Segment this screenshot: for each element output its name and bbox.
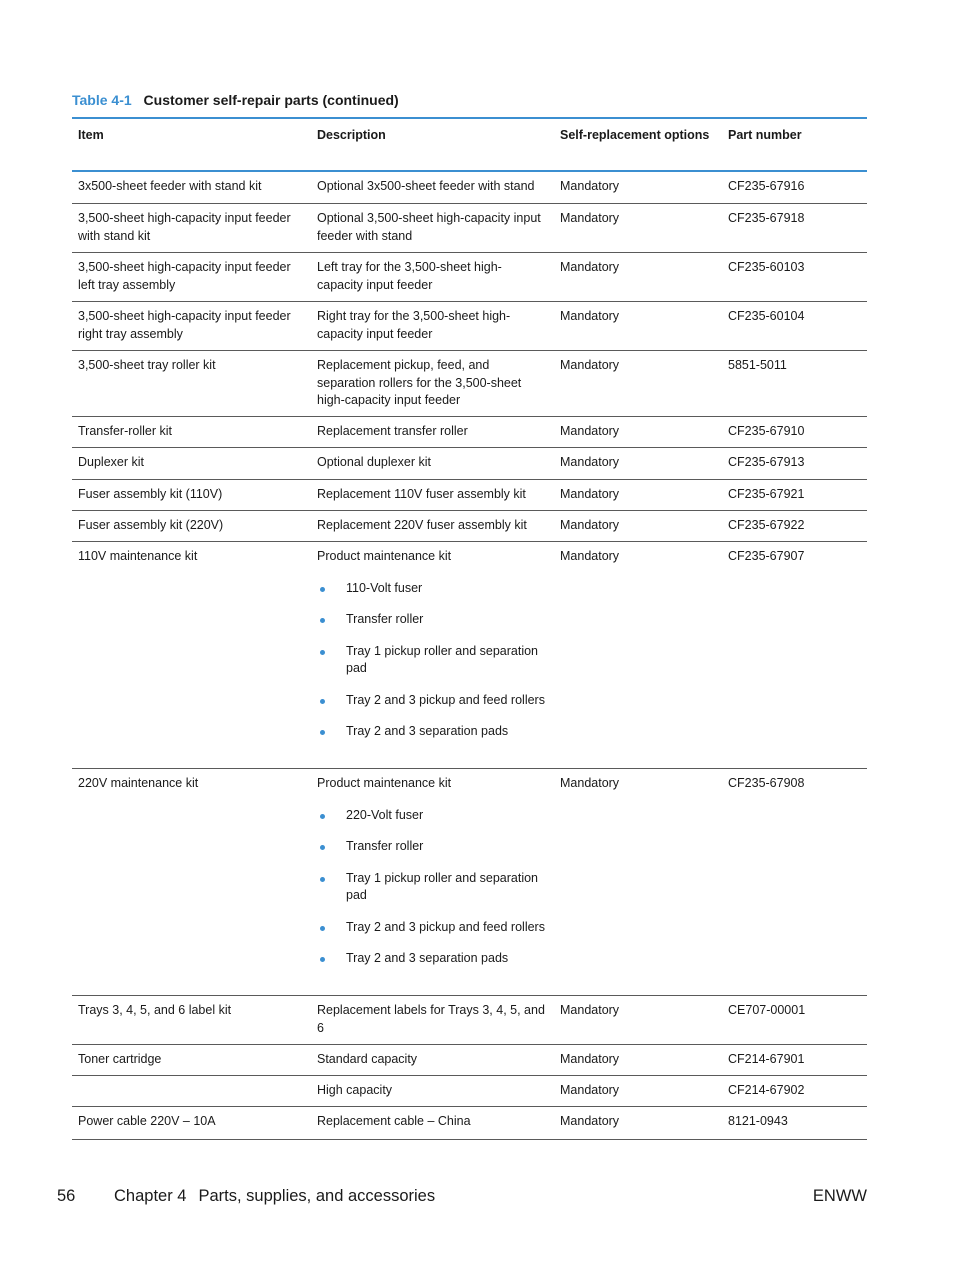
cell-item: Power cable 220V – 10A bbox=[78, 1114, 216, 1128]
cell-part-number: CE707-00001 bbox=[728, 1003, 806, 1017]
header-description: Description bbox=[317, 128, 386, 142]
cell-option: Mandatory bbox=[560, 309, 620, 323]
cell-part-number: CF235-60103 bbox=[728, 260, 805, 274]
table-row bbox=[72, 1107, 867, 1140]
cell-option: Mandatory bbox=[560, 776, 620, 790]
cell-item: Fuser assembly kit (110V) bbox=[78, 487, 223, 501]
cell-option: Mandatory bbox=[560, 424, 620, 438]
cell-option: Mandatory bbox=[560, 260, 620, 274]
cell-description bbox=[311, 996, 554, 1044]
table-row bbox=[72, 351, 867, 417]
table-row bbox=[72, 769, 867, 996]
cell-description bbox=[311, 769, 554, 995]
table-header bbox=[72, 119, 867, 172]
table-row bbox=[72, 996, 867, 1045]
bullet-item: Tray 2 and 3 pickup and feed rollers bbox=[317, 919, 546, 937]
cell-item bbox=[72, 1076, 311, 1106]
bullet-item: 220-Volt fuser bbox=[317, 807, 546, 825]
description-text: Optional 3x500-sheet feeder with stand bbox=[317, 179, 535, 193]
cell-item: Toner cartridge bbox=[78, 1052, 162, 1066]
cell-item: 110V maintenance kit bbox=[78, 549, 198, 563]
cell-description bbox=[311, 172, 554, 203]
cell-description bbox=[311, 448, 554, 479]
description-text: Optional duplexer kit bbox=[317, 455, 431, 469]
cell-item: 3,500-sheet high-capacity input feeder right tray assembly bbox=[78, 309, 291, 341]
cell-part-number: CF235-67910 bbox=[728, 424, 805, 438]
cell-description bbox=[311, 480, 554, 510]
cell-option: Mandatory bbox=[560, 518, 620, 532]
cell-description bbox=[311, 302, 554, 350]
cell-part-number: CF235-67908 bbox=[728, 776, 805, 790]
page-number: 56 bbox=[57, 1187, 76, 1205]
chapter-title: Parts, supplies, and accessories bbox=[198, 1187, 436, 1205]
description-text: Replacement transfer roller bbox=[317, 424, 468, 438]
table-row bbox=[72, 511, 867, 542]
description-text: Right tray for the 3,500-sheet high-capacity input feeder bbox=[317, 309, 511, 341]
description-text: Left tray for the 3,500-sheet high-capacity input feeder bbox=[317, 260, 502, 292]
cell-option: Mandatory bbox=[560, 1083, 620, 1097]
cell-description bbox=[311, 1045, 554, 1075]
header-options: Self-replacement options bbox=[560, 128, 710, 142]
cell-part-number: CF235-67913 bbox=[728, 455, 805, 469]
table-body bbox=[72, 172, 867, 1140]
cell-part-number: CF235-67907 bbox=[728, 549, 805, 563]
cell-item: 220V maintenance kit bbox=[78, 776, 199, 790]
cell-part-number: CF214-67902 bbox=[728, 1083, 805, 1097]
cell-description bbox=[311, 253, 554, 301]
cell-part-number: CF214-67901 bbox=[728, 1052, 805, 1066]
description-bullet-list bbox=[317, 580, 546, 741]
cell-part-number: CF235-67916 bbox=[728, 179, 805, 193]
cell-description bbox=[311, 417, 554, 447]
table-row bbox=[72, 302, 867, 351]
cell-item: Duplexer kit bbox=[78, 455, 144, 469]
bullet-item: Tray 2 and 3 pickup and feed rollers bbox=[317, 692, 546, 710]
cell-item: Trays 3, 4, 5, and 6 label kit bbox=[78, 1003, 232, 1017]
bullet-item: Transfer roller bbox=[317, 838, 546, 856]
chapter-heading bbox=[114, 1187, 435, 1206]
cell-item: 3,500-sheet high-capacity input feeder left tray assembly bbox=[78, 260, 291, 292]
table-caption bbox=[72, 92, 399, 108]
cell-option: Mandatory bbox=[560, 211, 620, 225]
table-row bbox=[72, 480, 867, 511]
description-text: Replacement cable – China bbox=[317, 1114, 471, 1128]
bullet-item: Tray 2 and 3 separation pads bbox=[317, 950, 546, 968]
table-row bbox=[72, 204, 867, 253]
cell-description bbox=[311, 204, 554, 252]
cell-option: Mandatory bbox=[560, 1114, 620, 1128]
cell-description bbox=[311, 1076, 554, 1106]
cell-option: Mandatory bbox=[560, 1003, 620, 1017]
cell-part-number: CF235-67918 bbox=[728, 211, 805, 225]
cell-description bbox=[311, 1107, 554, 1139]
table-row bbox=[72, 448, 867, 480]
bullet-item: Tray 2 and 3 separation pads bbox=[317, 723, 546, 741]
cell-item: Transfer-roller kit bbox=[78, 424, 172, 438]
description-text: Standard capacity bbox=[317, 1052, 418, 1066]
description-text: Optional 3,500-sheet high-capacity input feeder with stand bbox=[317, 211, 541, 243]
description-text: Product maintenance kit bbox=[317, 776, 452, 790]
table-row bbox=[72, 1076, 867, 1107]
description-text: High capacity bbox=[317, 1083, 393, 1097]
bullet-item: Tray 1 pickup roller and separation pad bbox=[317, 643, 546, 678]
description-text: Replacement labels for Trays 3, 4, 5, and 6 bbox=[317, 1003, 545, 1035]
table-row bbox=[72, 417, 867, 448]
footer-right-text: ENWW bbox=[812, 1187, 867, 1205]
cell-part-number: CF235-67922 bbox=[728, 518, 805, 532]
cell-option: Mandatory bbox=[560, 179, 620, 193]
table-row bbox=[72, 172, 867, 204]
bullet-item: Transfer roller bbox=[317, 611, 546, 629]
cell-item: 3,500-sheet tray roller kit bbox=[78, 358, 216, 372]
table-number: Table 4-1 bbox=[72, 92, 132, 108]
cell-description bbox=[311, 542, 554, 768]
cell-option: Mandatory bbox=[560, 455, 620, 469]
description-text: Product maintenance kit bbox=[317, 549, 452, 563]
description-text: Replacement 220V fuser assembly kit bbox=[317, 518, 527, 532]
bullet-item: 110-Volt fuser bbox=[317, 580, 546, 598]
cell-description bbox=[311, 511, 554, 541]
cell-part-number: CF235-67921 bbox=[728, 487, 805, 501]
cell-option: Mandatory bbox=[560, 358, 620, 372]
header-item: Item bbox=[78, 128, 104, 142]
table-row bbox=[72, 542, 867, 769]
cell-item: 3x500-sheet feeder with stand kit bbox=[78, 179, 262, 193]
chapter-label: Chapter 4 bbox=[114, 1187, 187, 1205]
description-text: Replacement 110V fuser assembly kit bbox=[317, 487, 526, 501]
table-row bbox=[72, 253, 867, 302]
cell-part-number: 8121-0943 bbox=[728, 1114, 788, 1128]
description-text: Replacement pickup, feed, and separation rollers for the 3,500-sheet high-capacity input feeder bbox=[317, 358, 522, 407]
description-bullet-list bbox=[317, 807, 546, 968]
cell-item: Fuser assembly kit (220V) bbox=[78, 518, 224, 532]
parts-table bbox=[72, 117, 867, 1140]
cell-option: Mandatory bbox=[560, 1052, 620, 1066]
cell-part-number: 5851-5011 bbox=[728, 358, 787, 372]
cell-option: Mandatory bbox=[560, 487, 620, 501]
cell-description bbox=[311, 351, 554, 416]
header-part-number: Part number bbox=[728, 128, 802, 142]
cell-option: Mandatory bbox=[560, 549, 620, 563]
cell-item: 3,500-sheet high-capacity input feeder with stand kit bbox=[78, 211, 291, 243]
table-title: Customer self-repair parts (continued) bbox=[143, 92, 399, 108]
bullet-item: Tray 1 pickup roller and separation pad bbox=[317, 870, 546, 905]
cell-part-number: CF235-60104 bbox=[728, 309, 805, 323]
table-row bbox=[72, 1045, 867, 1076]
